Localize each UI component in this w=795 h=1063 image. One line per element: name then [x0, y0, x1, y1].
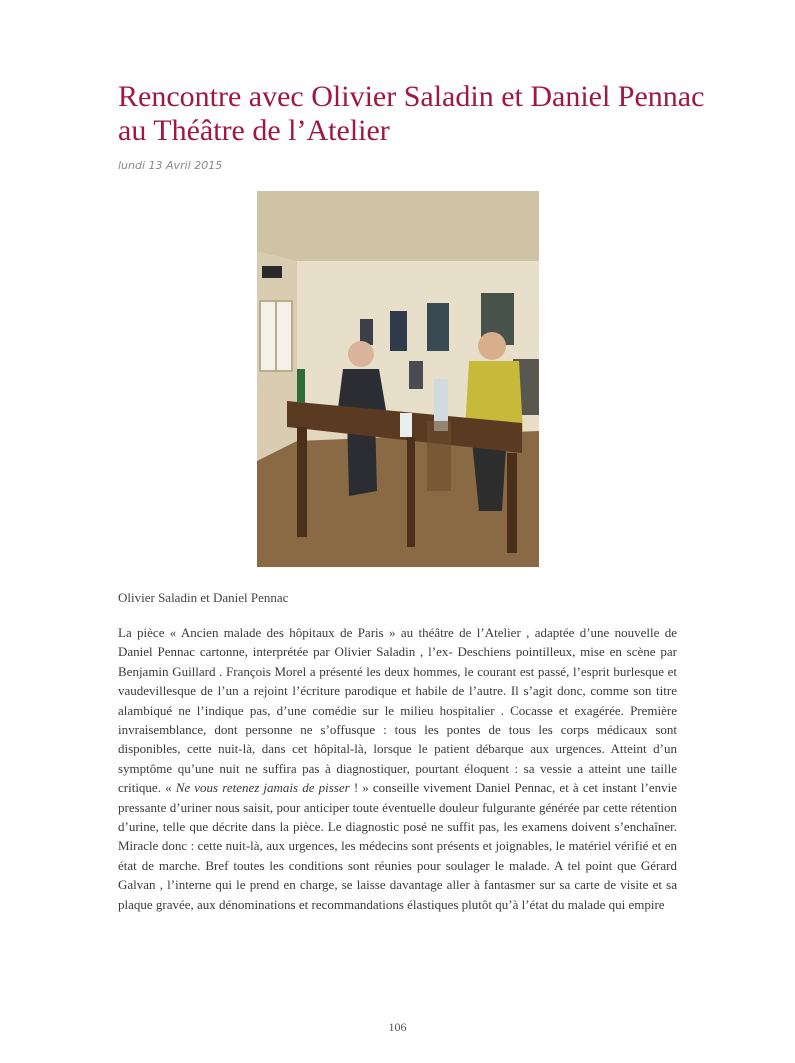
photo-illustration	[257, 191, 539, 567]
article-title: Rencontre avec Olivier Saladin et Daniel Pennac au Théâtre de l’Atelier	[118, 80, 705, 147]
article-date: lundi 13 Avril 2015	[118, 159, 223, 172]
article-paragraph	[118, 623, 677, 914]
photo-caption: Olivier Saladin et Daniel Pennac	[118, 590, 289, 605]
body-quote: Ne vous retenez jamais de pisser	[175, 780, 350, 796]
body-text-part-2: ! » conseille vivement Daniel Pennac, et à cet instant l’envie pressante d’uriner nous saisit, pour anticiper toute éventuelle douleur fulgurante générée par cette rétention d’urine, telle que décrite dans la pièce. Le diagnostic posé ne suffit pas, les examens doivent s’enchaîner. Miracle donc : cette nuit-là, aux urgences, les médecins sont présents et joignables, le matériel vérifié et en état de marche. Bref toutes les conditions sont réunies pour soulager le malade. A tel point que Gérard Galvan , l’interne qui le prend en charge, se laisse davantage aller à fantasmer sur sa carte de visite et sa plaque gravée, aux dénominations et recommandations élastiques plutôt qu’à l’état du malade qui empire	[118, 780, 677, 912]
article-body	[118, 623, 677, 978]
body-text-part-1: La pièce « Ancien malade des hôpitaux de Paris » au théâtre de l’Atelier , adaptée d’une nouvelle de Daniel Pennac cartonne, interprétée par Olivier Saladin , l’ex- Deschiens pointilleux, mise en scène par Benjamin Guillard . François Morel a présenté les deux hommes, le courant est passé, l’esprit burlesque et vaudevillesque de l’un a rejoint l’écriture parodique et habile de l’autre. Il s’agit donc, comme son titre alambiqué ne l’indique pas, d’une comédie sur le milieu hospitalier . Cocasse et exagérée. Première invraisemblance, dont personne ne s’offusque : tous les pontes de tous les corps médicaux sont disponibles, cette nuit-là, dans cet hôpital-là, lorsque le patient débarque aux urgences. Atteint d’un symptôme qu’une nuit ne suffira pas à diagnostiquer, pourtant éloquent : sa vessie a atteint une taille critique. «	[118, 625, 677, 796]
page-number: 106	[388, 1020, 407, 1034]
article-photo	[257, 191, 539, 567]
